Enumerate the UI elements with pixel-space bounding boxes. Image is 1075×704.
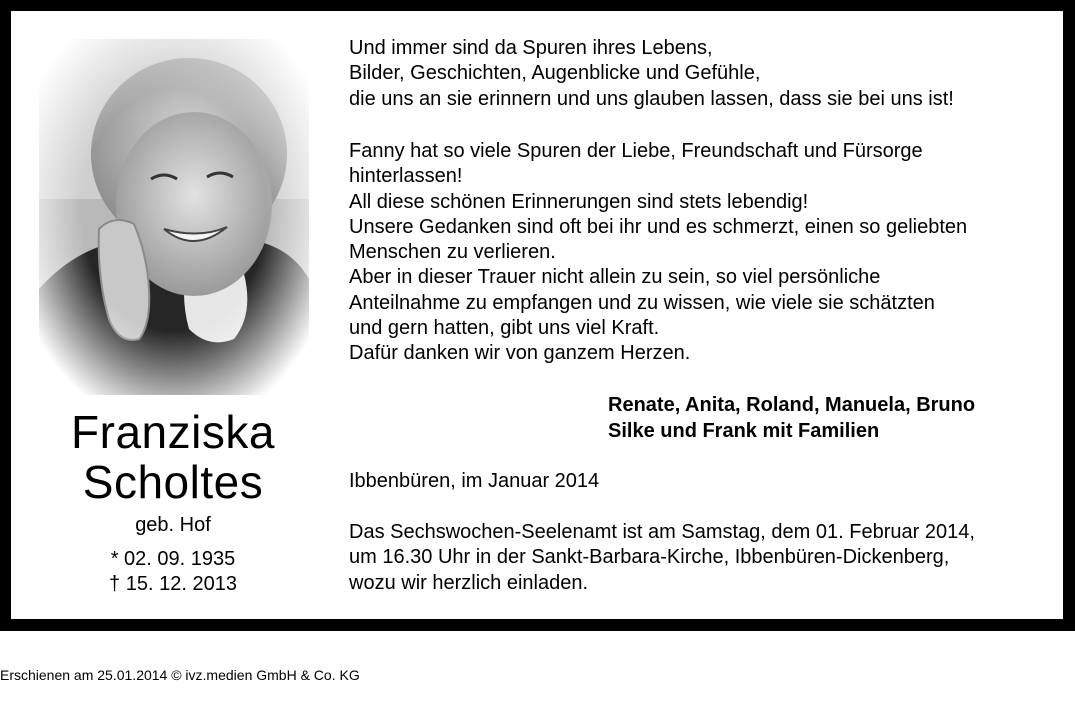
place-date: Ibbenbüren, im Januar 2014 [349, 470, 600, 492]
signers-line-2: Silke und Frank mit Familien [608, 420, 880, 442]
deceased-first-name: Franziska [71, 406, 275, 458]
poem-text: Und immer sind da Spuren ihres Lebens, Bilder, Geschichten, Augenblicke und Gefühle, die uns an sie erinnern und uns glauben lassen, dass sie bei uns ist! [349, 37, 954, 110]
portrait-photo [39, 39, 309, 395]
maiden-name: geb. Hof [135, 514, 211, 536]
signers [608, 392, 1048, 444]
birth-date: * 02. 09. 1935 [110, 548, 236, 570]
service-notice: Das Sechswochen-Seelenamt ist am Samstag, dem 01. Februar 2014, um 16.30 Uhr in der Sankt-Barbara-Kirche, Ibbenbüren-Dickenberg, wozu wir herzlich einladen. [349, 521, 975, 594]
message-text: Fanny hat so viele Spuren der Liebe, Freundschaft und Fürsorge hinterlassen! All diese schönen Erinnerungen sind stets lebendig! Unsere Gedanken sind oft bei ihr und es schmerzt, einen so geliebten Menschen zu verlieren. Aber in dieser Trauer nicht allein zu sein, so viel persönliche Anteilnahme zu empfangen und zu wissen, wie viele sie schätzten und gern hatten, gibt uns viel Kraft. Dafür danken wir von ganzem Herzen. [349, 140, 968, 365]
publication-footer: Erschienen am 25.01.2014 © ivz.medien GmbH & Co. KG [0, 667, 360, 683]
portrait-icon [39, 39, 309, 395]
signers-line-1: Renate, Anita, Roland, Manuela, Bruno [608, 394, 976, 416]
deceased-last-name: Scholtes [82, 456, 264, 508]
obituary-card [11, 11, 1063, 619]
death-date: † 15. 12. 2013 [109, 573, 237, 595]
